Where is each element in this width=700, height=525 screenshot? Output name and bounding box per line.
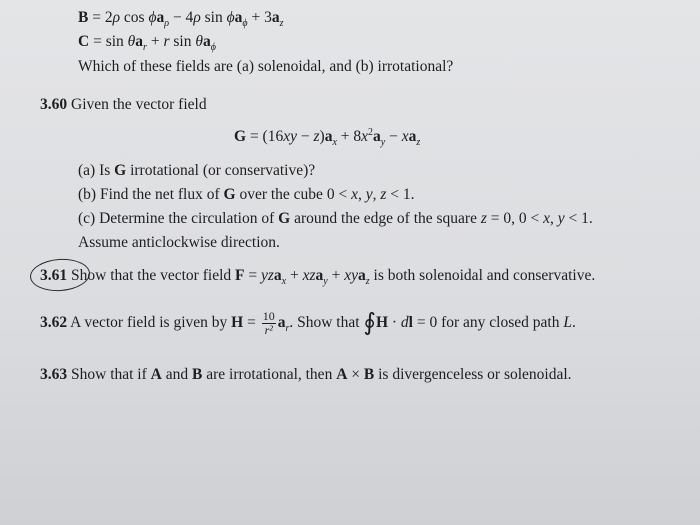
problem-3-63: 3.63 Show that if A and B are irrotational, then A × B is divergenceless or solenoidal. bbox=[40, 366, 572, 383]
problem-number: 3.60 bbox=[40, 96, 68, 113]
closed-integral-symbol: ∮ bbox=[363, 310, 376, 337]
problem-3-61: 3.61 Show that the vector field F = yza$_x$ + xza$_y$ + xya$_z$ is both solenoidal and conservative. bbox=[40, 267, 596, 287]
problem-3-60-c-cont: Assume anticlockwise direction. bbox=[78, 234, 280, 251]
problem-intro: Given the vector field bbox=[71, 96, 207, 113]
equation-b: B = 2ρ $\cos \phi a_\rho - 4\rho$ $\sin \phi a_\phi + 3a_z$ bbox=[78, 9, 284, 29]
equation-g: $G = (16xy - z)a_x + 8x^2a_y - xa_z$ bbox=[234, 126, 421, 148]
problem-number: 3.61 bbox=[40, 267, 68, 284]
question-solenoidal: Which of these fields are (a) solenoidal, and (b) irrotational? bbox=[78, 58, 454, 75]
equation-c: $C = \sin \theta a_r + r$ $\sin \theta a_\phi$ bbox=[78, 33, 216, 53]
problem-3-60-c: (c) Determine the circulation of G around the edge of the square z = 0, 0 < x, y < 1. bbox=[78, 210, 593, 227]
problem-3-60-heading bbox=[40, 95, 207, 115]
problem-number: 3.62 bbox=[40, 314, 68, 332]
problem-3-60-b: (b) Find the net flux of G over the cube 0 < x, y, z < 1. bbox=[78, 186, 415, 203]
problem-number: 3.63 bbox=[40, 366, 68, 383]
problem-3-60-a: (a) Is G irrotational (or conservative)? bbox=[78, 162, 316, 179]
problem-3-62: 3.62 A vector field is given by H = $\frac{10}{\text{r²}}$ $a_r$. Show that ∮H · dl = 0 for any closed path L. bbox=[40, 309, 576, 337]
fraction: $\frac{10}{\text{r²}}$ bbox=[262, 309, 275, 337]
